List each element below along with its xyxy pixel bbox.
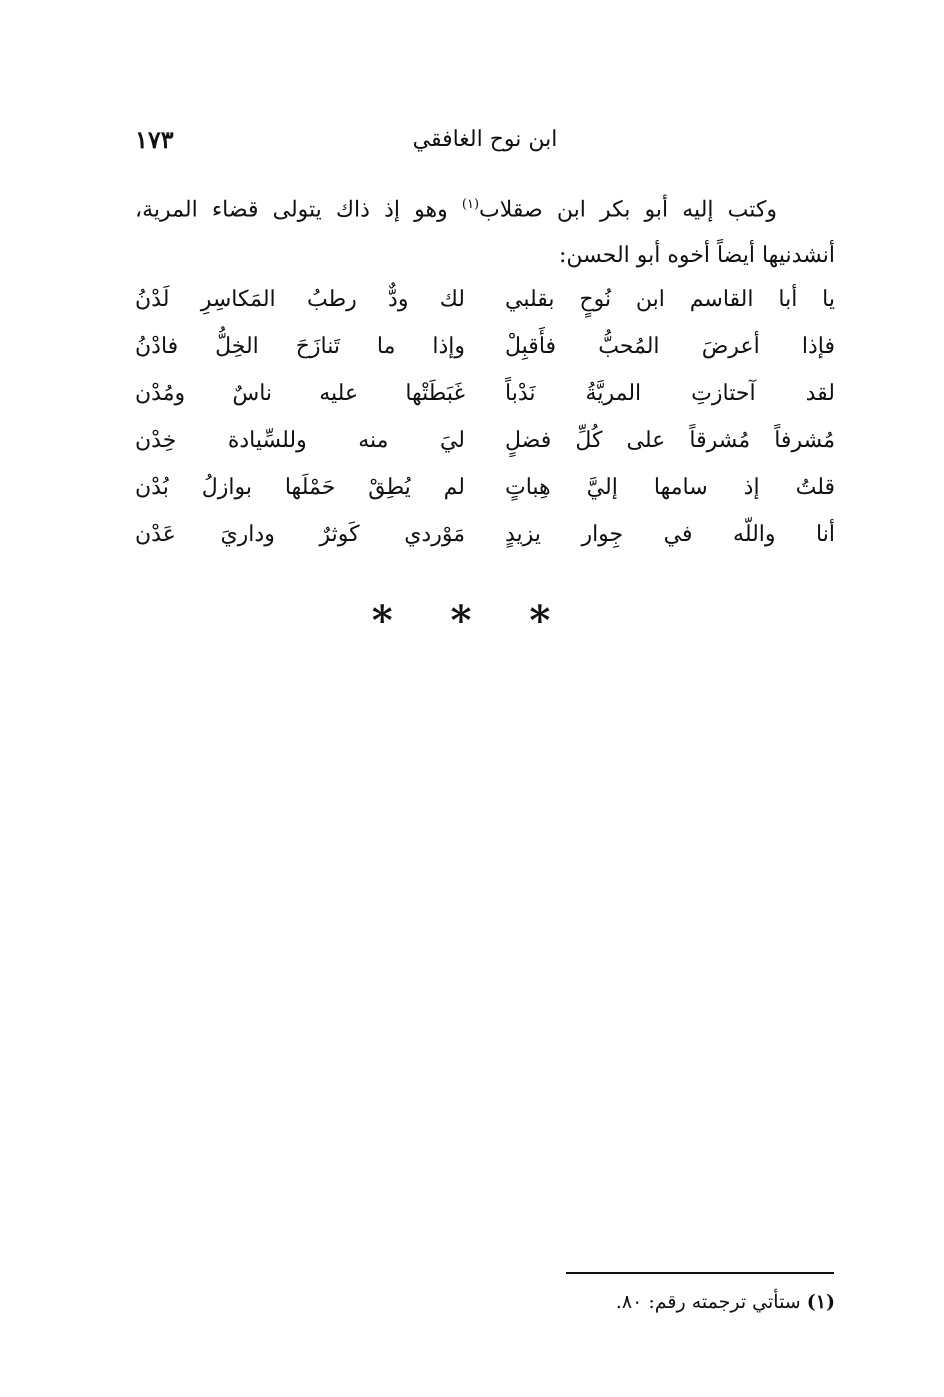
verse-second-hemistich: لك ودٌّ رطبُ المَكاسِرِ لَدْنُ: [135, 287, 465, 312]
page-number: ١٧٣: [135, 125, 174, 154]
verse: [135, 464, 835, 511]
page-header: [135, 118, 835, 162]
verse-first-hemistich: يا أبا القاسم ابن نُوحٍ بقلبي: [505, 287, 835, 312]
verse: [135, 370, 835, 417]
section-separator: * * *: [371, 597, 573, 644]
verse: [135, 417, 835, 464]
footnote-divider: [566, 1272, 834, 1274]
intro-line-1: [135, 182, 835, 233]
verse-first-hemistich: مُشرفاً مُشرقاً على كُلِّ فضلٍ: [505, 428, 835, 453]
footnote-marker: (١): [806, 1291, 835, 1313]
verse-first-hemistich: قلتُ إذ سامها إليَّ هِباتٍ: [505, 475, 835, 500]
verse-second-hemistich: مَوْردي كَوثرٌ وداريَ عَدْن: [135, 522, 465, 547]
intro-text-a: وكتب إليه أبو بكر ابن صقلاب: [479, 197, 777, 223]
footnote: [435, 1285, 835, 1319]
verse-second-hemistich: لم يُطِقْ حَمْلَها بوازلُ بُدْن: [135, 475, 465, 500]
footnote-reference: (١): [461, 197, 480, 212]
footnote-text: ستأتي ترجمته رقم: ٨٠.: [615, 1291, 801, 1313]
verse-second-hemistich: ليَ منه وللسِّيادة خِدْن: [135, 428, 465, 453]
intro-text-b: وهو إذ ذاك يتولى قضاء المرية،: [135, 197, 462, 223]
verse-first-hemistich: أنا واللّه في جِوار يزيدٍ: [505, 522, 835, 547]
running-title: ابن نوح الغافقي: [412, 127, 558, 152]
intro-line-2: أنشدنيها أيضاً أخوه أبو الحسن:: [558, 243, 835, 269]
verse: [135, 276, 835, 323]
verse: [135, 511, 835, 558]
poem: [135, 276, 835, 558]
verse-first-hemistich: لقد آحتازتِ المريَّةُ نَدْباً: [505, 381, 835, 406]
intro-paragraph: [135, 182, 835, 279]
verse-first-hemistich: فإذا أعرضَ المُحبُّ فأَقبِلْ: [505, 334, 835, 359]
verse-second-hemistich: غَبَطَتْها عليه ناسٌ ومُدْن: [135, 381, 465, 406]
verse-second-hemistich: وإذا ما تَنازَحَ الخِلُّ فادْنُ: [135, 334, 465, 359]
verse: [135, 323, 835, 370]
